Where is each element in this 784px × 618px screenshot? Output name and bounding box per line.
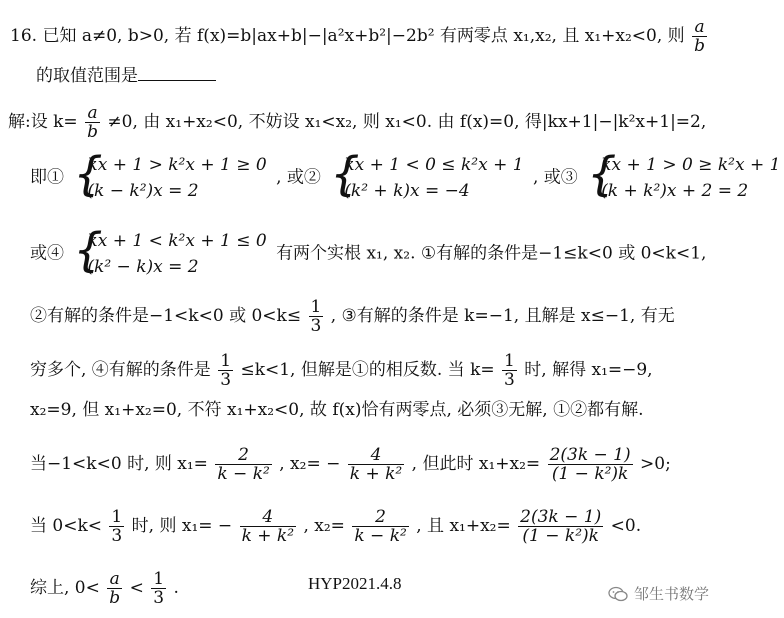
- problem-line-2: 的取值范围是: [36, 66, 216, 86]
- case-1-system: { kx + 1 > k²x + 1 ≥ 0 (k − k²)x = 2: [73, 147, 267, 201]
- k-definition-fraction: $\frac{a}{b}$: [87, 103, 98, 142]
- problem-line-1: [10, 18, 709, 55]
- watermark-text: 邹生书数学: [633, 585, 709, 603]
- case-2-system: { kx + 1 < 0 ≤ k²x + 1 (k² + k)x = −4: [330, 147, 524, 201]
- solution-line-9: 当 0<k< $\frac{1}{3}$ 时, 则 x₁= − $\frac{4}{\text{k + k²}}$ , x₂= $\frac{2}{\text{k − k²}}$ , 且 x₁+x₂= $\frac{2(3k - 1)}{\text{(1 − k²)k}}$ <0.: [30, 507, 642, 546]
- solution-line-6: 穷多个, ④有解的条件是 $\frac{1}{3}$ ≤k<1, 但解是①的相反数. 当 k= $\frac{1}{3}$ 时, 解得 x₁=−9,: [30, 351, 653, 390]
- cases-line-2: 或④ { kx + 1 < k²x + 1 ≤ 0 (k² − k)x = 2 有两个实根 x₁, x₂. ①有解的条件是−1≤k<0 或 0<k<1,: [30, 228, 706, 280]
- problem-fraction: $\frac{a}{b}$: [694, 17, 705, 56]
- case-3-system: { kx + 1 > 0 ≥ k²x + 1 (k + k²)x + 2 = 2: [587, 147, 781, 201]
- solution-line-1: 解:设 k= $\frac{a}{b}$ ≠0, 由 x₁+x₂<0, 不妨设 x₁<x₂, 则 x₁<0. 由 f(x)=0, 得|kx+1|−|k²x+1|=2,: [8, 103, 707, 142]
- solution-line-8: 当−1<k<0 时, 则 x₁= $\frac{2}{\text{k − k²}}$ , x₂= − $\frac{4}{\text{k + k²}}$ , 但此时 x₁+x₂= $\frac{2(3k - 1)}{\text{(1 − k²)k}}$ >0;: [30, 445, 671, 484]
- problem-stem: 已知 a≠0, b>0, 若 f(x)=b|ax+b|−|a²x+b²|−2b² 有两零点 x₁,x₂, 且 x₁+x₂<0, 则: [42, 26, 685, 46]
- cases-line-1: 即① { kx + 1 > k²x + 1 ≥ 0 (k − k²)x = 2 , 或② { kx + 1 < 0 ≤ k²x + 1 (k² + k)x = −4 , 或③ { kx + 1 > 0 ≥ k²x + 1 (k + k²)x + 2 = 2: [30, 152, 784, 204]
- wechat-icon: [608, 586, 628, 602]
- signature: HYP2021.4.8: [308, 574, 402, 593]
- problem-number: 16.: [10, 26, 38, 46]
- watermark: [608, 583, 709, 604]
- answer-blank: [138, 66, 216, 81]
- solution-conclusion: 综上, 0< $\frac{a}{b}$ < $\frac{1}{3}$ .: [30, 569, 179, 608]
- case-4-system: { kx + 1 < k²x + 1 ≤ 0 (k² − k)x = 2: [73, 223, 267, 277]
- solution-line-5: ②有解的条件是−1<k<0 或 0<k≤ $\frac{1}{3}$ , ③有解的条件是 k=−1, 且解是 x≤−1, 有无: [30, 297, 675, 336]
- solution-line-7: x₂=9, 但 x₁+x₂=0, 不符 x₁+x₂<0, 故 f(x)恰有两零点, 必须③无解, ①②都有解.: [30, 400, 644, 420]
